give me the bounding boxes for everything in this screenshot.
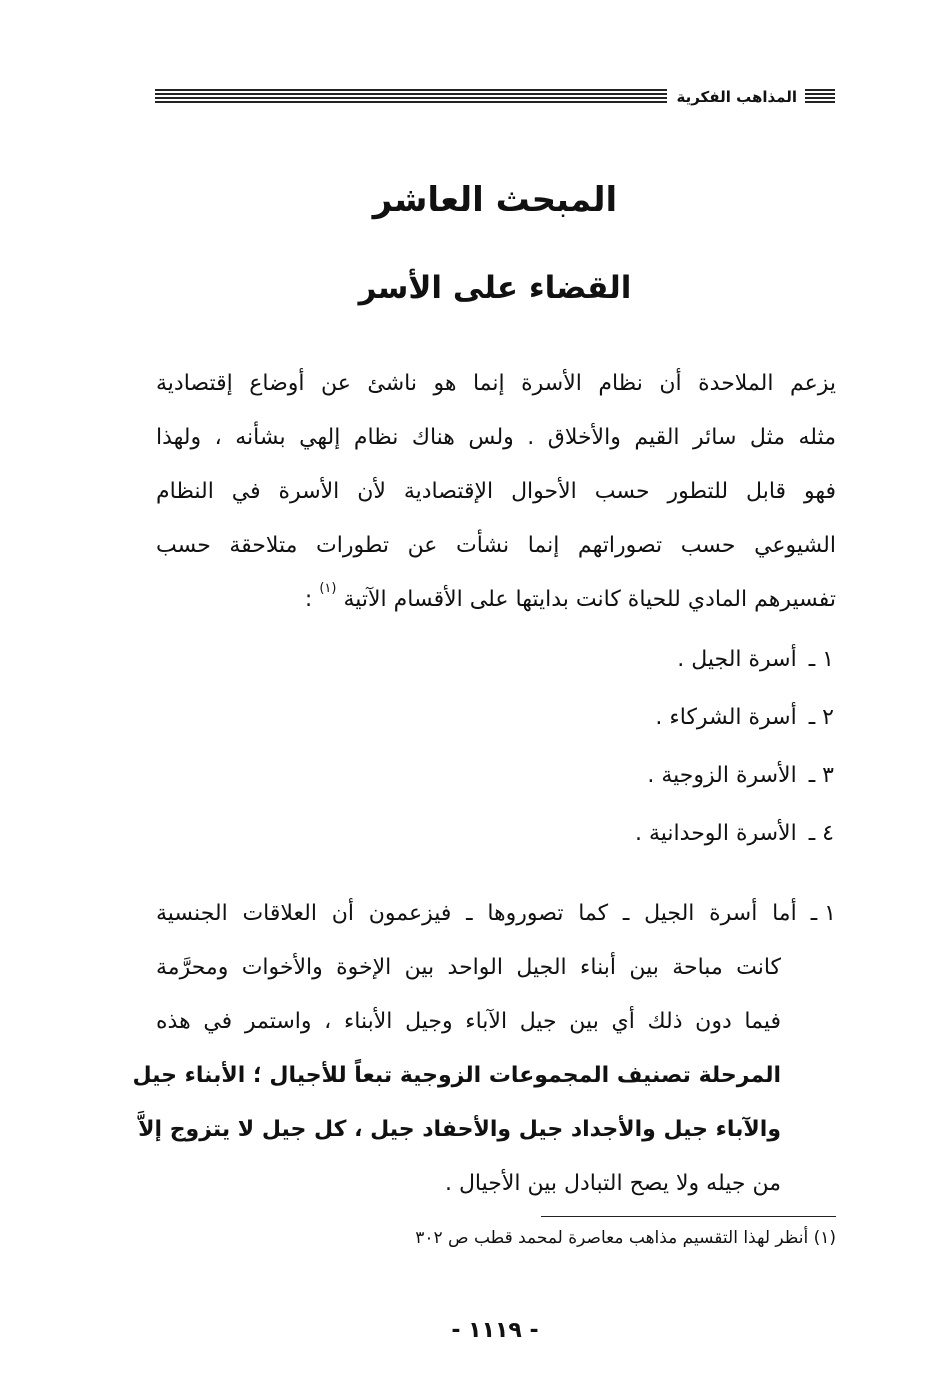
list-item-text: أسرة الشركاء . xyxy=(655,705,797,730)
header-rule-lines xyxy=(155,89,667,105)
footnote-divider xyxy=(541,1216,836,1217)
list-item-text: الأسرة الوحدانية . xyxy=(634,821,797,846)
list-item-text: الأسرة الزوجية . xyxy=(647,763,797,788)
intro-line: مثله مثل سائر القيم والأخلاق . ولس هناك نظام إلهي بشأنه ، ولهذا xyxy=(156,425,836,450)
header-ornament xyxy=(805,89,835,105)
detail-first-line xyxy=(156,887,836,941)
list-item-number: ١ ـ xyxy=(808,647,834,672)
generation-family-paragraph xyxy=(132,887,836,1211)
intro-colon: : xyxy=(304,587,313,612)
family-types-list xyxy=(334,640,834,872)
section-title: القضاء على الأسر xyxy=(358,270,632,306)
list-item xyxy=(334,756,834,814)
running-header xyxy=(155,84,835,110)
detail-line: كانت مباحة بين أبناء الجيل الواحد بين الإخوة والأخوات ومحرَّمة xyxy=(156,955,781,980)
detail-number: ١ ـ xyxy=(810,901,836,926)
list-item-number: ٤ ـ xyxy=(808,821,834,846)
footnote-reference: (١) xyxy=(319,581,337,596)
page-number: - ١١١٩ - xyxy=(451,1318,539,1343)
list-item xyxy=(334,814,834,872)
list-item-number: ٢ ـ xyxy=(808,705,834,730)
detail-last-line: من جيله ولا يصح التبادل بين الأجيال . xyxy=(444,1171,781,1196)
list-item xyxy=(334,640,834,698)
detail-first-line-text: أما أسرة الجيل ـ كما تصوروها ـ فيزعمون أن العلاقات الجنسية xyxy=(156,901,797,926)
intro-paragraph xyxy=(156,357,836,627)
detail-bold-line: والآباء جيل والأجداد جيل والأحفاد جيل ، كل جيل لا يتزوج إلاَّ xyxy=(138,1117,781,1142)
header-title: المذاهب الفكرية xyxy=(676,88,797,106)
intro-line: يزعم الملاحدة أن نظام الأسرة إنما هو ناشئ عن أوضاع إقتصادية xyxy=(156,371,836,396)
list-item-number: ٣ ـ xyxy=(808,763,834,788)
chapter-title: المبحث العاشر xyxy=(372,180,618,220)
detail-line: فيما دون ذلك أي بين جيل الآباء وجيل الأبناء ، واستمر في هذه xyxy=(156,1009,781,1034)
intro-line: فهو قابل للتطور حسب الأحوال الإقتصادية لأن الأسرة في النظام xyxy=(156,479,836,504)
intro-line-last xyxy=(156,573,836,627)
footnote: (١) أنظر لهذا التقسيم مذاهب معاصرة لمحمد قطب ص ٣٠٢ xyxy=(415,1228,836,1248)
intro-line: الشيوعي حسب تصوراتهم إنما نشأت عن تطورات متلاحقة حسب xyxy=(156,533,836,558)
detail-bold-line: المرحلة تصنيف المجموعات الزوجية تبعاً للأجيال ؛ الأبناء جيل xyxy=(132,1063,781,1088)
list-item-text: أسرة الجيل . xyxy=(677,647,797,672)
intro-line-text: تفسيرهم المادي للحياة كانت بدايتها على الأقسام الآتية xyxy=(343,587,836,612)
list-item xyxy=(334,698,834,756)
